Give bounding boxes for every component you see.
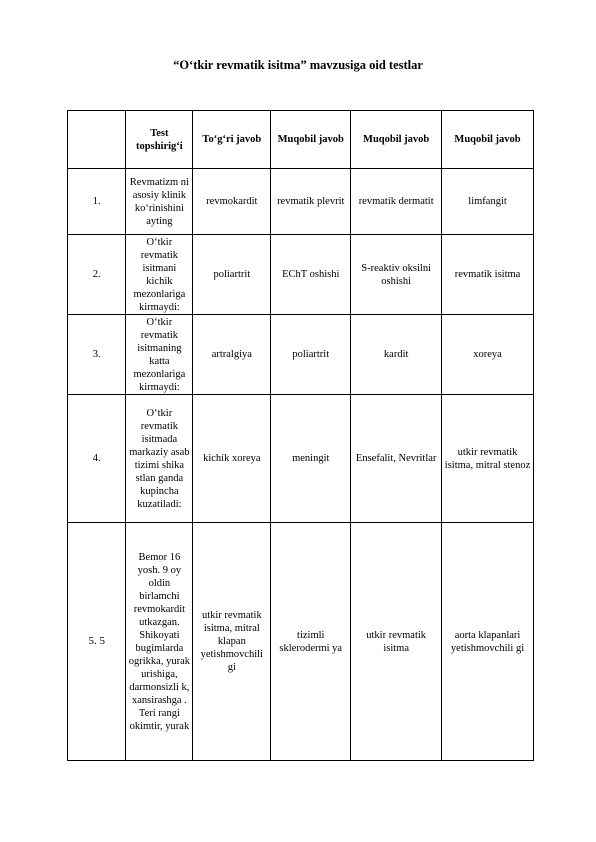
test-table <box>67 110 534 761</box>
row-number: 5. 5 <box>68 523 126 761</box>
alternative-answer-cell: utkir revmatik isitma, mitral stenoz <box>442 395 534 523</box>
alternative-answer-cell: xoreya <box>442 315 534 395</box>
row-number: 2. <box>68 235 126 315</box>
header-alternative-answer: Muqobil javob <box>271 111 351 169</box>
alternative-answer-cell: S-reaktiv oksilni oshishi <box>351 235 442 315</box>
question-cell: O‘tkir revmatik isitmani kichik mezonlariga kirmaydi: <box>126 235 193 315</box>
alternative-answer-cell: utkir revmatik isitma <box>351 523 442 761</box>
correct-answer-cell: kichik xoreya <box>193 395 271 523</box>
question-cell: O‘tkir revmatik isitmaning katta mezonlariga kirmaydi: <box>126 315 193 395</box>
question-cell: Revmatizm ni asosiy klinik ko‘rinishini ayting <box>126 169 193 235</box>
alternative-answer-cell: revmatik dermatit <box>351 169 442 235</box>
page-title: “O‘tkir revmatik isitma” mavzusiga oid testlar <box>173 58 423 72</box>
header-correct-answer: To‘g‘ri javob <box>193 111 271 169</box>
alternative-answer-cell: revmatik isitma <box>442 235 534 315</box>
header-number <box>68 111 126 169</box>
table-header-row <box>68 111 534 169</box>
table-row <box>68 315 534 395</box>
table-row <box>68 235 534 315</box>
table-row <box>68 169 534 235</box>
alternative-answer-cell: Ensefalit, Nevritlar <box>351 395 442 523</box>
alternative-answer-cell: revmatik plevrit <box>271 169 351 235</box>
header-test-task: Test topshirig‘i <box>126 111 193 169</box>
alternative-answer-cell: aorta klapanlari yetishmovchili gi <box>442 523 534 761</box>
row-number: 4. <box>68 395 126 523</box>
header-alternative-answer: Muqobil javob <box>351 111 442 169</box>
row-number: 1. <box>68 169 126 235</box>
table-row <box>68 523 534 761</box>
alternative-answer-cell: meningit <box>271 395 351 523</box>
alternative-answer-cell: tizimli sklerodermi ya <box>271 523 351 761</box>
correct-answer-cell: poliartrit <box>193 235 271 315</box>
question-cell: O‘tkir revmatik isitmada markaziy asab tizimi shika stlan ganda kupincha kuzatiladi: <box>126 395 193 523</box>
row-number: 3. <box>68 315 126 395</box>
correct-answer-cell: artralgiya <box>193 315 271 395</box>
header-alternative-answer: Muqobil javob <box>442 111 534 169</box>
alternative-answer-cell: poliartrit <box>271 315 351 395</box>
table-row <box>68 395 534 523</box>
correct-answer-cell: revmokardit <box>193 169 271 235</box>
question-cell: Bemor 16 yosh. 9 oy oldin birlamchi revmokardit utkazgan. Shikoyati bugimlarda ogrikka, yurak urishiga, darmonsizli k, xansirashga . Teri rangi okimtir, yurak <box>126 523 193 761</box>
alternative-answer-cell: kardit <box>351 315 442 395</box>
alternative-answer-cell: limfangit <box>442 169 534 235</box>
correct-answer-cell: utkir revmatik isitma, mitral klapan yetishmovchili gi <box>193 523 271 761</box>
alternative-answer-cell: EChT oshishi <box>271 235 351 315</box>
